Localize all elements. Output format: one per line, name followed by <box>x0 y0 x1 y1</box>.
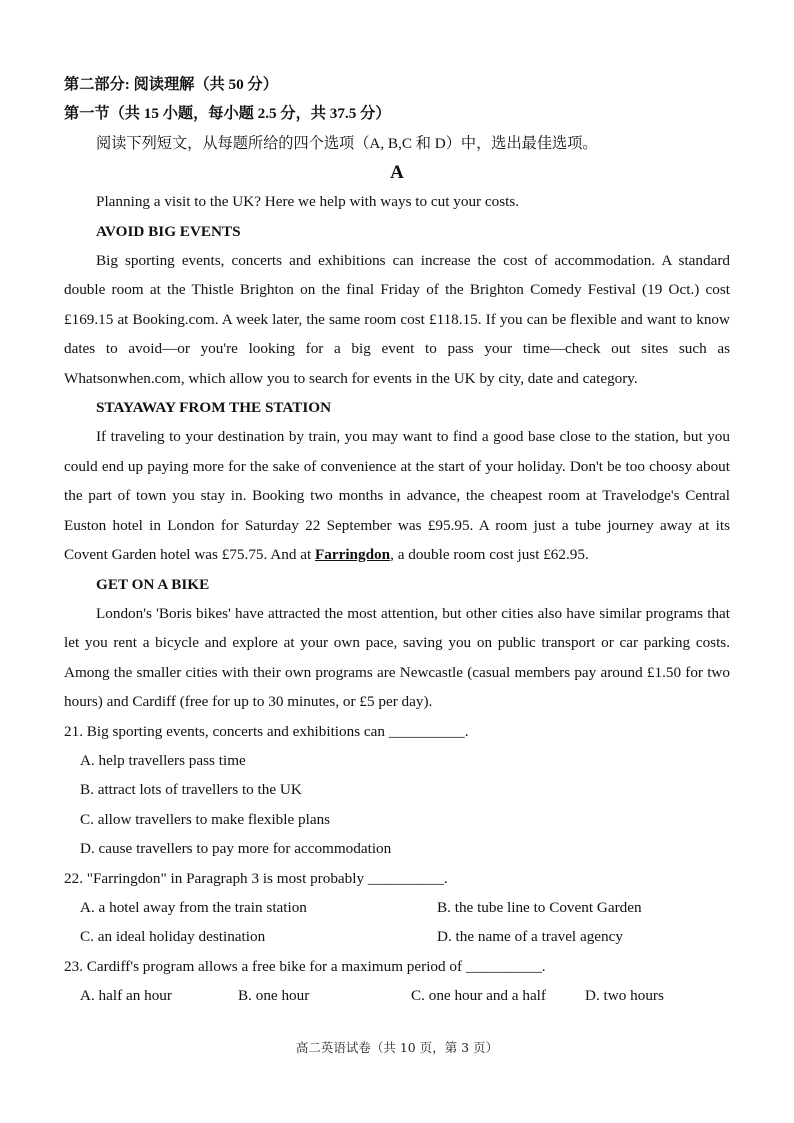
passage-letter: A <box>390 162 404 184</box>
question-23-stem: 23. Cardiff's program allows a free bike for a maximum period of __________. <box>64 957 546 975</box>
heading-stay-away: STAYAWAY FROM THE STATION <box>96 399 332 417</box>
paragraph-1: Big sporting events, concerts and exhibitions can increase the cost of accommodation. A standard double room at the Thistle Brighton on the final Friday of the Brighton Comedy Festival (19 Oct.) cost £169.15 at Booking.com. A week later, the same room cost £118.15. If you can be flexible and want to know dates to avoid—or you're looking for a big event to pass your time—check out sites such as Whatsonwhen.com, which allow you to search for events in the UK by city, date and category. <box>64 252 730 387</box>
question-23-option-a: A. half an hour <box>80 987 172 1005</box>
heading-avoid-big-events: AVOID BIG EVENTS <box>96 222 241 240</box>
farringdon-keyword: Farringdon <box>314 546 391 564</box>
exam-page <box>64 70 730 1011</box>
heading-get-on-bike: GET ON A BIKE <box>96 575 210 593</box>
question-22-option-b: B. the tube line to Covent Garden <box>437 898 642 916</box>
question-23-option-c: C. one hour and a half <box>411 987 546 1005</box>
part-title: 第二部分: 阅读理解（共 50 分） <box>64 76 278 93</box>
instruction-text: 阅读下列短文，从每题所给的四个选项（A, B,C 和 D）中，选出最佳选项。 <box>96 134 598 152</box>
question-21-stem: 21. Big sporting events, concerts and exhibitions can __________. <box>64 722 469 740</box>
section-title: 第一节（共 15 小题，每小题 2.5 分，共 37.5 分） <box>64 105 391 123</box>
question-21-option-d: D. cause travellers to pay more for accommodation <box>80 840 392 858</box>
question-22-options-row-1 <box>64 893 730 922</box>
question-21-option-c: C. allow travellers to make flexible plans <box>80 810 331 828</box>
paragraph-3: London's 'Boris bikes' have attracted the most attention, but other cities also have similar programs that let you rent a bicycle and explore at your own pace, saving you on public transport or car parking costs. Among the smaller cities with their own programs are Newcastle (casual members pay around £1.50 for two hours) and Cardiff (free for up to 30 minutes, or £5 per day). <box>64 604 730 711</box>
paragraph-2-tail: , a double room cost just £62.95. <box>390 546 589 564</box>
paragraph-2-text: If traveling to your destination by train, you may want to find a good base close to the station, but you could end up paying more for the sake of convenience at the start of your holiday. Don't be too choosy about the part of town you stay in. Booking two months in advance, the cheapest room at Travelodge's Central Euston hotel in London for Saturday 22 September was £95.95. A room just a tube journey away at its Covent Garden hotel was £75.75. And at <box>64 428 730 564</box>
question-22-options-row-2 <box>64 922 730 951</box>
question-22-stem: 22. "Farringdon" in Paragraph 3 is most probably __________. <box>64 869 448 887</box>
question-22-option-a: A. a hotel away from the train station <box>80 898 307 916</box>
question-23-option-b: B. one hour <box>238 987 310 1005</box>
question-22-option-c: C. an ideal holiday destination <box>80 928 266 946</box>
question-21-option-a: A. help travellers pass time <box>80 751 246 769</box>
question-22-option-d: D. the name of a travel agency <box>437 928 623 946</box>
page-footer: 高二英语试卷（共 10 页，第 3 页） <box>295 1040 499 1055</box>
question-23-option-d: D. two hours <box>585 987 664 1005</box>
paragraph-2 <box>64 422 730 569</box>
question-21-option-b: B. attract lots of travellers to the UK <box>80 781 302 799</box>
passage-intro: Planning a visit to the UK? Here we help with ways to cut your costs. <box>96 193 520 211</box>
question-23-options-row <box>64 981 730 1010</box>
